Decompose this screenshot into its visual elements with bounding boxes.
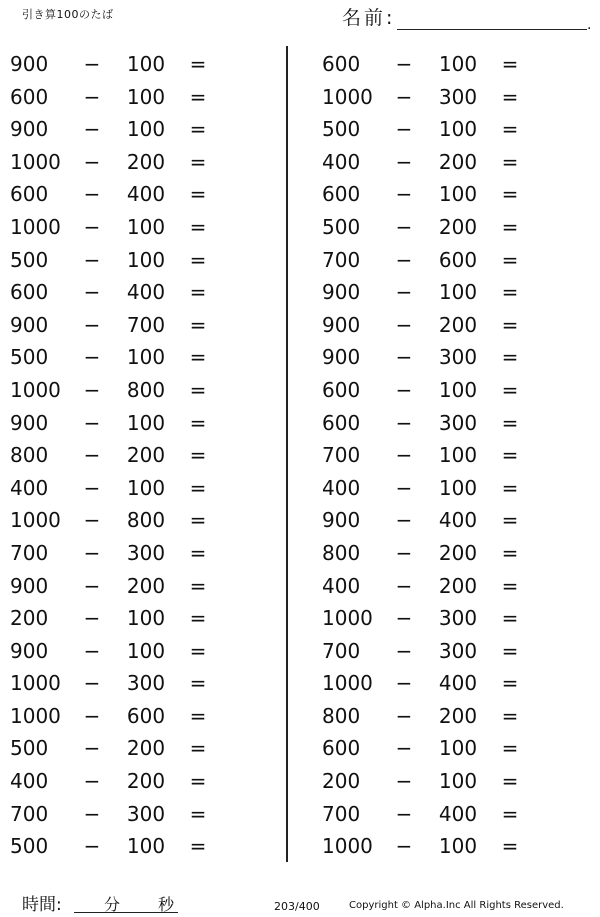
minus-sign: − <box>395 182 413 207</box>
minus-sign: − <box>395 736 413 761</box>
equals-sign: = <box>189 769 207 794</box>
minuend: 700 <box>322 801 361 826</box>
minuend: 500 <box>322 214 361 239</box>
minus-sign: − <box>83 801 101 826</box>
minuend: 700 <box>322 247 361 272</box>
subtrahend: 200 <box>438 573 478 598</box>
equals-sign: = <box>189 117 207 142</box>
subtrahend: 400 <box>126 182 166 207</box>
name-blank-line <box>397 11 592 33</box>
minus-sign: − <box>395 801 413 826</box>
equals-sign: = <box>189 736 207 761</box>
subtrahend: 800 <box>126 508 166 533</box>
subtrahend: 100 <box>126 834 166 859</box>
minus-sign: − <box>83 834 101 859</box>
subtrahend: 600 <box>438 247 478 272</box>
subtrahend: 100 <box>126 117 166 142</box>
subtrahend: 300 <box>438 410 478 435</box>
minuend: 1000 <box>10 149 61 174</box>
minuend: 900 <box>10 410 49 435</box>
equals-sign: = <box>501 769 519 794</box>
minuend: 600 <box>322 736 361 761</box>
equals-sign: = <box>189 638 207 663</box>
subtrahend: 800 <box>126 377 166 402</box>
minus-sign: − <box>395 247 413 272</box>
equals-sign: = <box>189 84 207 109</box>
equals-sign: = <box>189 443 207 468</box>
minuend: 700 <box>10 540 49 565</box>
minuend: 800 <box>10 443 49 468</box>
minus-sign: − <box>83 475 101 500</box>
equals-sign: = <box>189 508 207 533</box>
minus-sign: − <box>395 769 413 794</box>
subtrahend: 200 <box>126 769 166 794</box>
minus-sign: − <box>83 606 101 631</box>
subtrahend: 200 <box>126 736 166 761</box>
minuend: 400 <box>10 769 49 794</box>
subtrahend: 100 <box>438 182 478 207</box>
minus-sign: − <box>83 443 101 468</box>
equals-sign: = <box>501 52 519 76</box>
name-field <box>342 6 592 33</box>
equals-sign: = <box>501 410 519 435</box>
subtrahend: 100 <box>438 443 478 468</box>
minus-sign: − <box>395 540 413 565</box>
minuend: 700 <box>322 638 361 663</box>
minus-sign: − <box>83 117 101 142</box>
equals-sign: = <box>189 475 207 500</box>
equals-sign: = <box>189 410 207 435</box>
minutes-label: 分 <box>104 895 121 914</box>
subtrahend: 300 <box>126 671 166 696</box>
equals-sign: = <box>501 475 519 500</box>
subtrahend: 300 <box>438 638 478 663</box>
minus-sign: − <box>83 345 101 370</box>
worksheet-title: 引き算100のたば <box>22 8 114 21</box>
minuend: 900 <box>10 573 49 598</box>
subtrahend: 100 <box>438 377 478 402</box>
subtrahend: 200 <box>438 214 478 239</box>
minuend: 600 <box>322 52 361 76</box>
subtrahend: 400 <box>438 801 478 826</box>
equals-sign: = <box>189 703 207 728</box>
minus-sign: − <box>395 573 413 598</box>
subtrahend: 100 <box>126 84 166 109</box>
minus-sign: − <box>83 769 101 794</box>
minuend: 400 <box>322 149 361 174</box>
minuend: 500 <box>10 247 49 272</box>
time-label: 時間: <box>22 895 62 915</box>
minuend: 1000 <box>10 214 61 239</box>
minus-sign: − <box>395 280 413 305</box>
subtrahend: 600 <box>126 703 166 728</box>
equals-sign: = <box>189 573 207 598</box>
minuend: 700 <box>10 801 49 826</box>
equals-sign: = <box>189 801 207 826</box>
minus-sign: − <box>83 84 101 109</box>
minus-sign: − <box>395 52 413 76</box>
minuend: 600 <box>10 182 49 207</box>
subtrahend: 100 <box>126 247 166 272</box>
equals-sign: = <box>189 377 207 402</box>
equals-sign: = <box>501 182 519 207</box>
minuend: 900 <box>10 52 49 76</box>
footer <box>0 890 600 917</box>
minuend: 1000 <box>322 834 373 859</box>
minus-sign: − <box>395 214 413 239</box>
equals-sign: = <box>501 345 519 370</box>
minuend: 1000 <box>322 671 373 696</box>
minuend: 1000 <box>322 606 373 631</box>
minuend: 400 <box>322 475 361 500</box>
equals-sign: = <box>189 834 207 859</box>
equals-sign: = <box>501 801 519 826</box>
equals-sign: = <box>501 573 519 598</box>
minus-sign: − <box>83 214 101 239</box>
minus-sign: − <box>83 149 101 174</box>
minus-sign: − <box>395 475 413 500</box>
subtrahend: 100 <box>438 475 478 500</box>
minus-sign: − <box>83 638 101 663</box>
name-label: 名前: <box>342 7 396 29</box>
equals-sign: = <box>189 214 207 239</box>
minus-sign: − <box>83 410 101 435</box>
equals-sign: = <box>501 834 519 859</box>
equals-sign: = <box>189 247 207 272</box>
equals-sign: = <box>501 443 519 468</box>
minuend: 600 <box>10 280 49 305</box>
subtrahend: 200 <box>438 540 478 565</box>
subtrahend: 300 <box>438 84 478 109</box>
subtrahend: 100 <box>126 52 166 76</box>
minus-sign: − <box>83 377 101 402</box>
subtrahend: 100 <box>126 475 166 500</box>
equals-sign: = <box>189 149 207 174</box>
minuend: 900 <box>322 508 361 533</box>
minus-sign: − <box>83 52 101 76</box>
minus-sign: − <box>83 182 101 207</box>
minus-sign: − <box>395 671 413 696</box>
subtrahend: 400 <box>438 671 478 696</box>
minuend: 600 <box>10 84 49 109</box>
minus-sign: − <box>395 410 413 435</box>
minus-sign: − <box>395 117 413 142</box>
minuend: 700 <box>322 443 361 468</box>
subtrahend: 100 <box>126 345 166 370</box>
subtrahend: 200 <box>438 149 478 174</box>
page-number: 203/400 <box>274 900 320 913</box>
equals-sign: = <box>189 606 207 631</box>
minuend: 1000 <box>10 703 61 728</box>
equals-sign: = <box>189 52 207 76</box>
minus-sign: − <box>395 443 413 468</box>
minuend: 500 <box>10 345 49 370</box>
copyright-notice: Copyright © Alpha.Inc All Rights Reserved. <box>349 900 564 911</box>
equals-sign: = <box>189 312 207 337</box>
minuend: 800 <box>322 703 361 728</box>
subtrahend: 200 <box>438 703 478 728</box>
seconds-label: 秒 <box>158 895 175 914</box>
minuend: 1000 <box>10 508 61 533</box>
equals-sign: = <box>501 606 519 631</box>
subtrahend: 300 <box>438 606 478 631</box>
minuend: 1000 <box>10 377 61 402</box>
subtrahend: 100 <box>438 117 478 142</box>
minus-sign: − <box>395 606 413 631</box>
subtrahend: 100 <box>438 52 478 76</box>
subtrahend: 200 <box>126 573 166 598</box>
equals-sign: = <box>501 736 519 761</box>
time-blank-line <box>74 892 178 913</box>
minus-sign: − <box>83 508 101 533</box>
minus-sign: − <box>83 573 101 598</box>
column-divider <box>286 46 288 862</box>
minus-sign: − <box>395 312 413 337</box>
subtrahend: 400 <box>438 508 478 533</box>
minus-sign: − <box>395 345 413 370</box>
equals-sign: = <box>189 280 207 305</box>
minus-sign: − <box>395 508 413 533</box>
equals-sign: = <box>501 117 519 142</box>
minuend: 400 <box>322 573 361 598</box>
minuend: 200 <box>322 769 361 794</box>
equals-sign: = <box>189 671 207 696</box>
equals-sign: = <box>501 214 519 239</box>
minuend: 900 <box>10 117 49 142</box>
minus-sign: − <box>395 84 413 109</box>
minus-sign: − <box>83 703 101 728</box>
subtrahend: 100 <box>438 736 478 761</box>
equals-sign: = <box>501 540 519 565</box>
equals-sign: = <box>501 149 519 174</box>
subtrahend: 100 <box>438 280 478 305</box>
minus-sign: − <box>395 377 413 402</box>
equals-sign: = <box>189 345 207 370</box>
minuend: 400 <box>10 475 49 500</box>
subtrahend: 100 <box>126 214 166 239</box>
subtrahend: 200 <box>438 312 478 337</box>
equals-sign: = <box>189 540 207 565</box>
minuend: 500 <box>322 117 361 142</box>
minuend: 1000 <box>10 671 61 696</box>
minuend: 600 <box>322 182 361 207</box>
minus-sign: − <box>83 736 101 761</box>
equals-sign: = <box>501 703 519 728</box>
minus-sign: − <box>83 540 101 565</box>
minuend: 500 <box>10 834 49 859</box>
minuend: 900 <box>322 312 361 337</box>
subtrahend: 200 <box>126 149 166 174</box>
minus-sign: − <box>395 149 413 174</box>
subtrahend: 100 <box>126 410 166 435</box>
equals-sign: = <box>501 312 519 337</box>
minuend: 600 <box>322 410 361 435</box>
equals-sign: = <box>501 377 519 402</box>
subtrahend: 300 <box>126 801 166 826</box>
name-line-dot: . <box>586 17 592 33</box>
minuend: 1000 <box>322 84 373 109</box>
subtrahend: 100 <box>126 606 166 631</box>
subtrahend: 100 <box>438 834 478 859</box>
minus-sign: − <box>83 671 101 696</box>
minuend: 600 <box>322 377 361 402</box>
minuend: 200 <box>10 606 49 631</box>
minus-sign: − <box>83 247 101 272</box>
equals-sign: = <box>501 84 519 109</box>
equals-sign: = <box>501 508 519 533</box>
equals-sign: = <box>501 671 519 696</box>
minus-sign: − <box>395 703 413 728</box>
subtrahend: 400 <box>126 280 166 305</box>
minuend: 800 <box>322 540 361 565</box>
minuend: 900 <box>322 280 361 305</box>
minus-sign: − <box>83 280 101 305</box>
subtrahend: 300 <box>126 540 166 565</box>
minuend: 900 <box>10 638 49 663</box>
subtrahend: 100 <box>438 769 478 794</box>
minuend: 900 <box>322 345 361 370</box>
equals-sign: = <box>501 638 519 663</box>
minus-sign: − <box>83 312 101 337</box>
subtrahend: 300 <box>438 345 478 370</box>
minus-sign: − <box>395 834 413 859</box>
subtrahend: 700 <box>126 312 166 337</box>
equals-sign: = <box>501 280 519 305</box>
minuend: 500 <box>10 736 49 761</box>
subtrahend: 100 <box>126 638 166 663</box>
minuend: 900 <box>10 312 49 337</box>
equals-sign: = <box>501 247 519 272</box>
subtrahend: 200 <box>126 443 166 468</box>
equals-sign: = <box>189 182 207 207</box>
minus-sign: − <box>395 638 413 663</box>
